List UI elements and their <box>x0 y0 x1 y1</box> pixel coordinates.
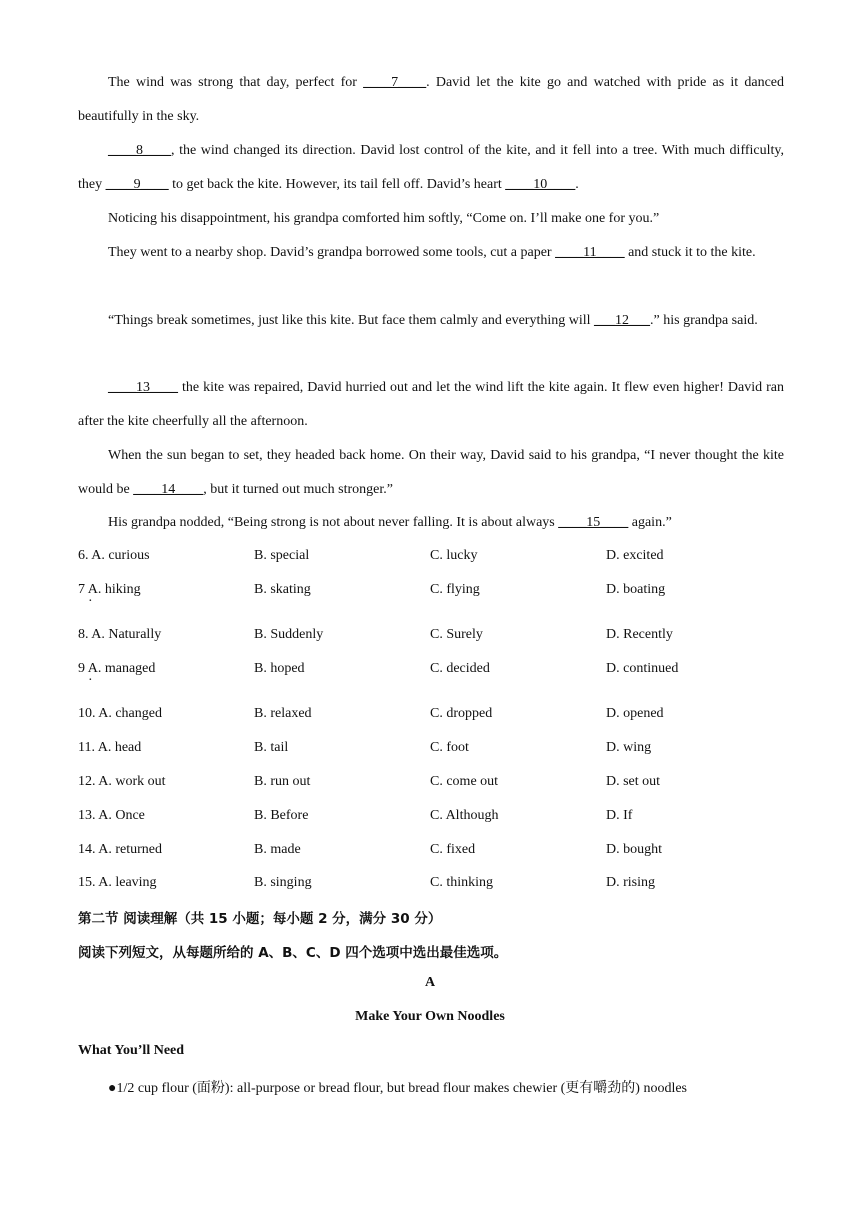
paragraph-text: . David let the kite go and watched with pride as it danced beautifully in the sky. <box>78 75 785 124</box>
option-d: D. excited <box>606 548 664 563</box>
paragraph-text: His grandpa nodded, “Being strong is not about never falling. It is about always <box>108 515 559 530</box>
option-d: D. boating <box>606 582 666 597</box>
option-c: C. come out <box>430 774 499 789</box>
passage-paragraph-6 <box>78 371 784 439</box>
options-row-11 <box>78 738 784 758</box>
option-c: C. lucky <box>430 548 478 563</box>
option-b: B. relaxed <box>254 706 312 721</box>
option-a: A. hiking <box>87 582 141 597</box>
passage-paragraph-5 <box>78 304 784 338</box>
passage-label: A <box>424 975 436 990</box>
option-b: B. Before <box>254 808 309 823</box>
blank-15: ____15____ <box>558 515 629 530</box>
paragraph-text: They went to a nearby shop. David’s grandpa borrowed some tools, cut a paper <box>108 245 556 260</box>
dot-mark: · <box>88 594 93 609</box>
passage-paragraph-1 <box>78 66 784 134</box>
question-number: 15. <box>78 875 99 890</box>
paragraph-text: The wind was strong that day, perfect for <box>108 75 364 90</box>
option-c: C. dropped <box>430 706 493 721</box>
option-a: A. returned <box>98 842 162 857</box>
blank-7: ____7____ <box>363 75 427 90</box>
option-c: C. decided <box>430 661 490 676</box>
options-row-10 <box>78 704 784 724</box>
question-number: 10. <box>78 706 99 721</box>
ingredient-bullet: ●1/2 cup flour (面粉): all-purpose or bread flour, but bread flour makes chewier (更有嚼劲的) noodles <box>108 1081 688 1096</box>
blank-13: ____13____ <box>108 380 178 395</box>
passage-paragraph-3 <box>78 202 784 236</box>
paragraph-text: . <box>575 177 579 192</box>
option-c: C. thinking <box>430 875 494 890</box>
question-number: 8. <box>78 627 92 642</box>
option-a: A. leaving <box>98 875 157 890</box>
paragraph-text: When the sun began to set, they headed back home. On their way, David said to his grandpa, “I never thought the kite would be <box>78 448 784 497</box>
paragraph-text: , the wind changed its direction. David lost control of the kite, and it fell into a tree. With much difficulty, they <box>78 143 784 192</box>
option-d: D. rising <box>606 875 655 890</box>
option-b: B. run out <box>254 774 311 789</box>
question-option-a <box>78 625 161 645</box>
paragraph-text: , but it turned out much stronger.” <box>203 482 393 497</box>
blank-8: ____8____ <box>108 143 171 158</box>
dot-mark: · <box>88 673 93 688</box>
blank-14: ____14____ <box>133 482 204 497</box>
options-row-13 <box>78 806 784 826</box>
option-c: C. Surely <box>430 627 483 642</box>
options-row-7 <box>78 580 784 600</box>
blank-11: ____11____ <box>555 245 625 260</box>
option-d: D. bought <box>606 842 662 857</box>
option-c: C. Although <box>430 808 499 823</box>
option-b: B. made <box>254 842 301 857</box>
option-d: D. Recently <box>606 627 673 642</box>
question-option-a <box>78 840 162 860</box>
option-b: B. tail <box>254 740 289 755</box>
paragraph-text: Noticing his disappointment, his grandpa comforted him softly, “Come on. I’ll make one for you.” <box>108 211 660 226</box>
passage-paragraph-4 <box>78 236 784 270</box>
option-a: A. Once <box>98 808 145 823</box>
options-row-14 <box>78 840 784 860</box>
option-a: A. Naturally <box>91 627 162 642</box>
question-number: 13. <box>78 808 99 823</box>
question-number: 14. <box>78 842 99 857</box>
question-option-a <box>78 873 157 893</box>
option-d: D. If <box>606 808 633 823</box>
option-c: C. foot <box>430 740 469 755</box>
option-a: A. curious <box>91 548 150 563</box>
options-row-12 <box>78 772 784 792</box>
question-option-a <box>78 546 150 566</box>
paragraph-text: .” his grandpa said. <box>650 313 758 328</box>
option-b: B. singing <box>254 875 312 890</box>
passage-paragraph-7 <box>78 439 784 507</box>
section-instruction: 阅读下列短文，从每题所给的 A、B、C、D 四个选项中选出最佳选项。 <box>78 945 508 961</box>
question-option-a <box>78 738 141 758</box>
option-a: A. work out <box>98 774 166 789</box>
question-number: 12. <box>78 774 99 789</box>
paragraph-text: the kite was repaired, David hurried out and let the wind lift the kite again. It flew even higher! David ran after the kite cheerfully all the afternoon. <box>78 380 784 429</box>
option-c: C. fixed <box>430 842 476 857</box>
option-a: A. changed <box>98 706 162 721</box>
paragraph-text: again.” <box>628 515 672 530</box>
blank-12: ___12___ <box>594 313 651 328</box>
question-number: 11. <box>78 740 98 755</box>
option-d: D. wing <box>606 740 652 755</box>
option-d: D. opened <box>606 706 664 721</box>
option-b: B. skating <box>254 582 311 597</box>
passage-paragraph-8 <box>78 506 784 540</box>
question-option-a <box>78 704 162 724</box>
options-row-8 <box>78 625 784 645</box>
question-option-a <box>78 772 166 792</box>
option-a: A. managed <box>87 661 156 676</box>
options-row-9 <box>78 659 784 679</box>
question-number: 9 <box>78 661 85 676</box>
subheading: What You’ll Need <box>78 1043 185 1058</box>
option-c: C. flying <box>430 582 480 597</box>
passage-paragraph-2 <box>78 134 784 202</box>
option-d: D. set out <box>606 774 661 789</box>
option-b: B. Suddenly <box>254 627 324 642</box>
paragraph-text: and stuck it to the kite. <box>624 245 756 260</box>
question-number: 6. <box>78 548 92 563</box>
option-b: B. special <box>254 548 310 563</box>
option-a: A. head <box>97 740 142 755</box>
section-heading: 第二节 阅读理解（共 15 小题；每小题 2 分，满分 30 分） <box>78 911 442 927</box>
blank-10: ____10____ <box>505 177 576 192</box>
option-b: B. hoped <box>254 661 305 676</box>
paragraph-text: “Things break sometimes, just like this kite. But face them calmly and everything will <box>108 313 595 328</box>
option-d: D. continued <box>606 661 679 676</box>
blank-9: ____9____ <box>105 177 169 192</box>
options-row-15 <box>78 873 784 893</box>
question-option-a <box>78 806 145 826</box>
passage-title: Make Your Own Noodles <box>355 1009 505 1024</box>
paragraph-text: to get back the kite. However, its tail fell off. David’s heart <box>168 177 506 192</box>
question-number: 7 <box>78 582 85 597</box>
options-row-6 <box>78 546 784 566</box>
